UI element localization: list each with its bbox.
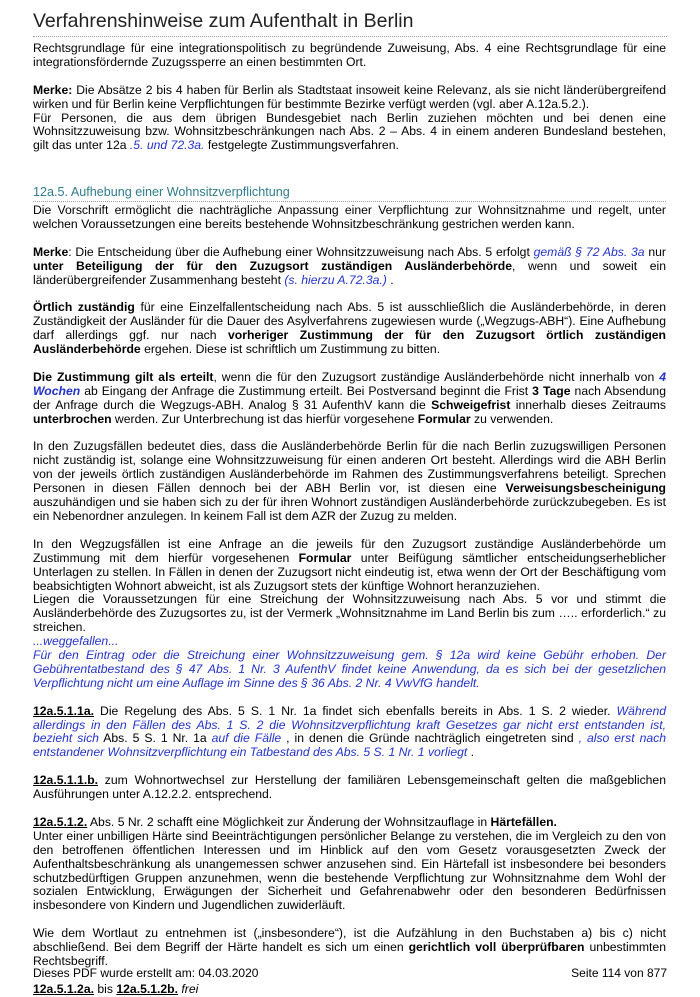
zustimmung-text: zu verwenden. [470, 411, 554, 426]
wortlaut-paragraph [33, 927, 666, 969]
s-1-1b-text: zum Wohnortwechsel zur Herstellung der familiären Lebensgemeinschaft gelten die maßgeblichen Ausführungen unter A.12.2.2. entsprechend. [33, 773, 666, 802]
s-1-1a-note: Während allerdings in den Fällen des Abs. 1 S. 2 die Wohnsitzverpflichtung kraft Gesetzes gar nicht erst entstanden ist, bezieht sich [33, 703, 666, 746]
merke2-label: Merke [33, 244, 69, 259]
s-1-2-paragraph [33, 816, 666, 830]
wortlaut-text: unbestimmten Rechtsbegriff. [33, 940, 666, 968]
merke-label: Merke: [33, 82, 73, 97]
merke2-paragraph [33, 246, 666, 288]
wegzugsfaelle-text: In den Wegzugsfällen ist eine Anfrage an die jeweils für den Zuzugsort zuständige Ausländerbehörde um Zustimmung mit dem hierfür vorgesehenen [33, 536, 666, 565]
s-1-1a-text: Die Regelung des Abs. 5 S. 1 Nr. 1a findet sich ebenfalls bereits in Abs. 1 S. 2 wieder. [94, 703, 617, 718]
s-1-2-text: Abs. 5 Nr. 2 schafft eine Möglichkeit zur Änderung der Wohnsitzauflage in [87, 814, 491, 829]
merke2-text: , wenn und soweit ein länderübergreifender Zusammenhang besteht [33, 258, 666, 287]
wegzugsfaelle-text: unter Beifügung sämtlicher entscheidungserheblicher Unterlagen zu stellen. In Fällen in denen der Zuzugsort nicht eindeutig ist, etwa wenn der Ort der Beschäftigung vom beabsichtigten Wohnort abweicht, ist als Zuzugsort stets der künftige Wohnort heranzuziehen. [33, 550, 666, 593]
frei-text: frei [181, 981, 199, 996]
wegzugsfaelle-bold: Formular [298, 550, 352, 565]
s-1-2-label: 12a.5.1.2. [33, 814, 88, 829]
zustimmung-text: werden. Zur Unterbrechung ist das hierfür vorgesehene [111, 411, 418, 426]
zuzug-paragraph [33, 112, 666, 154]
s-1-1b-paragraph [33, 774, 666, 802]
s-1-1a-text: . [467, 745, 475, 760]
haertefall-paragraph: Unter einer unbilligen Härte sind Beeinträchtigungen persönlicher Belange zu verstehen, die im Vergleich zu den von den betroffenen öffentlichen Interessen und im Hinblick auf den vom Gesetz vorausgesetzten Zweck der Aufenthaltsbeschränkung als unangemessen schwer anzusehen sind. Ein Härtefall ist insbesondere bei besonders schutzbedürftigen Gruppen anzunehmen, wenn die bestehende Verpflichtung zur Wohnsitznahme dem Wohl der sozialen Entwicklung, Erwägungen der Sicherheit und Gefahrenabwehr oder den besonderen Bedürfnissen insbesondere von Kindern und Jugendlichen zuwiderläuft. [33, 828, 666, 913]
oertlich-bold: vorheriger Zustimmung der für den Zuzugsort örtlich zuständigen Ausländerbehörde [33, 328, 666, 357]
reference-link[interactable]: gemäß § 72 Abs. 3a [533, 244, 645, 259]
wortlaut-bold: gerichtlich voll überprüfbaren [408, 940, 585, 955]
section-heading: 12a.5. Aufhebung einer Wohnsitzverpflichtung [33, 185, 290, 200]
page-footer [33, 966, 667, 980]
created-date: Dieses PDF wurde erstellt am: 04.03.2020 [33, 966, 259, 980]
oertlich-paragraph [33, 301, 666, 357]
intro-paragraph: Rechtsgrundlage für eine integrationspolitisch zu begründende Zuweisung, Abs. 4 eine Rechtsgrundlage für eine integrationsfördernde Zuzugssperre an einen bestimmten Ort. [33, 41, 666, 69]
oertlich-text: für eine Einzelfallentscheidung nach Abs. 5 ist ausschließlich die Ausländerbehörde, in deren Zuständigkeit der Ausländer für die Dauer des Asylverfahrens zugewiesen wurde („Wegzugs-ABH“). Eine Aufhebung darf allerdings ggf. nur nach [33, 300, 666, 343]
zuzugsfaelle-text: In den Zuzugsfällen bedeutet dies, dass die Ausländerbehörde Berlin für die nach Berlin zuzugswilligen Personen nicht zuständig ist, solange eine Wohnsitzzuweisung für einen anderen Ort besteht. Allerdings wird die ABH Berlin von der jeweils örtlich zuständigen Ausländerbehörde im Rahmen des Zustimmungsverfahrens beteiligt. Sprechen Personen in diesen Fällen dennoch bei der ABH Berlin vor, ist diesen eine [33, 439, 666, 496]
merke2-text: . [386, 272, 394, 287]
section-divider [33, 201, 666, 202]
merke-text: Die Absätze 2 bis 4 haben für Berlin als Stadtstaat insoweit keine Relevanz, als sie nicht länderübergreifend wirken und für Berlin keine Verpflichtungen für bestimmte Bezirke verfügt werden (vgl. aber A.12a.5.2.). [33, 82, 666, 111]
title-divider [33, 36, 667, 37]
zustimmung-bold: unterbrochen [33, 411, 112, 426]
oertlich-text: ergehen. Diese ist schriftlich um Zustimmung zu bitten. [140, 342, 441, 357]
s-1-1a-text: Abs. 5 S. 1 Nr. 1a [98, 731, 212, 746]
vorschrift-paragraph: Die Vorschrift ermöglicht die nachträgliche Anpassung einer Verpflichtung zur Wohnsitznahme und regelt, unter welchen Voraussetzungen eine bereits bestehende Wohnsitzbeschränkung gestrichen werden kann. [33, 203, 666, 232]
deadline-link[interactable]: 4 Wochen [33, 369, 666, 398]
zustimmung-bold: 3 Tage [532, 383, 571, 398]
weggefallen-note: ...weggefallen... [33, 634, 119, 649]
zustimmung-text: ab Eingang der Anfrage die Zustimmung erteilt. Bei Postversand beginnt die Frist [80, 383, 533, 398]
s-1-1a-paragraph [33, 705, 666, 761]
zustimmung-text: nach Absendung der Anfrage durch die Wegzugs-ABH. Analog § 31 AufenthV kann die [33, 383, 666, 412]
zuzugsfaelle-text: auszuhändigen und sie haben sich zu der für ihren Wohnort zuständigen Ausländerbehörde zurückzubegeben. Es ist ein Nebenordner anzulegen. In keinem Fall ist dem AZR der Zuzug zu melden. [33, 495, 666, 524]
oertlich-bold: Örtlich zuständig [33, 300, 135, 315]
s-1-2b-label: 12a.5.1.2b. [116, 981, 179, 996]
zustimmung-bold: Schweigefrist [431, 397, 511, 412]
wegzugsfaelle-paragraph [33, 538, 666, 594]
s-1-1a-text: , in denen die Gründe nachträglich eingetreten sind [281, 731, 579, 746]
reference-link[interactable]: (s. hierzu A.72.3a.) [284, 272, 387, 287]
s-1-1a-note: , also erst nach entstandener Wohnsitzverpflichtung ein Tatbestand des Abs. 5 S. 1 Nr. 1 vorliegt [33, 731, 666, 760]
page-title: Verfahrenshinweise zum Aufenthalt in Berlin [33, 10, 414, 32]
merke2-text: nur [644, 244, 666, 259]
streichung-paragraph: Liegen die Voraussetzungen für eine Streichung der Wohnsitzzuweisung nach Abs. 5 vor und stimmt die Ausländerbehörde des Zuzugsortes zu, ist der Vermerk „Wohnsitznahme im Land Berlin bis zum ….. erforderlich.“ zu streichen. [33, 592, 666, 635]
zuzug-text: Für Personen, die aus dem übrigen Bundesgebiet nach Berlin zuziehen möchten und bei denen eine Wohnsitzzuweisung bzw. Wohnsitzbeschränkungen nach Abs. 2 – Abs. 4 in einem anderen Bundesland bestehen, gilt das unter 12a [33, 110, 666, 153]
s-1-2ab-text: bis [94, 981, 117, 996]
s-1-2-bold: Härtefällen. [490, 814, 557, 829]
s-1-2a-label: 12a.5.1.2a. [33, 981, 94, 996]
page-number: Seite 114 von 877 [571, 966, 667, 980]
zuzugsfaelle-bold: Verweisungsbescheinigung [505, 481, 666, 496]
zustimmung-bold: Formular [417, 411, 471, 426]
s-1-1a-label: 12a.5.1.1a. [33, 703, 94, 718]
zustimmung-bold: Die Zustimmung gilt als erteilt [33, 369, 214, 384]
merke-paragraph [33, 84, 666, 112]
reference-link[interactable]: .5. und 72.3a. [129, 138, 205, 153]
wortlaut-text: Wie dem Wortlaut zu entnehmen ist („insbesondere“), ist die Aufzählung in den Buchstaben a) bis c) nicht abschließend. Bei dem Begriff der Härte handelt es sich um einen [33, 926, 666, 955]
zuzug-text-end: festgelegte Zustimmungsverfahren. [204, 138, 399, 153]
zustimmung-text: innerhalb dieses Zeitraums [510, 397, 667, 412]
zustimmung-text: , wenn die für den Zuzugsort zuständige Ausländerbehörde nicht innerhalb von [213, 369, 660, 384]
s-1-1b-label: 12a.5.1.1.b. [33, 773, 99, 788]
zustimmung-paragraph [33, 371, 666, 427]
zuzugsfaelle-paragraph [33, 440, 666, 523]
document-body [33, 42, 666, 997]
merke2-text: : Die Entscheidung über die Aufhebung einer Wohnsitzzuweisung nach Abs. 5 erfolgt [68, 244, 534, 259]
s-1-1a-note: auf die Fälle [211, 731, 282, 746]
gebuehr-note: Für den Eintrag oder die Streichung einer Wohnsitzzuweisung gem. § 12a wird keine Gebühr erhoben. Der Gebührentatbestand des § 47 Abs. 1 Nr. 3 AufenthV findet keine Anwendung, da es sich bei der gesetzlichen Verpflichtung nicht um eine Auflage im Sinne des § 36 Abs. 2 Nr. 4 VwVfG handelt. [33, 648, 666, 690]
merke2-bold: unter Beteiligung der für den Zuzugsort zuständigen Ausländerbehörde [33, 258, 512, 273]
